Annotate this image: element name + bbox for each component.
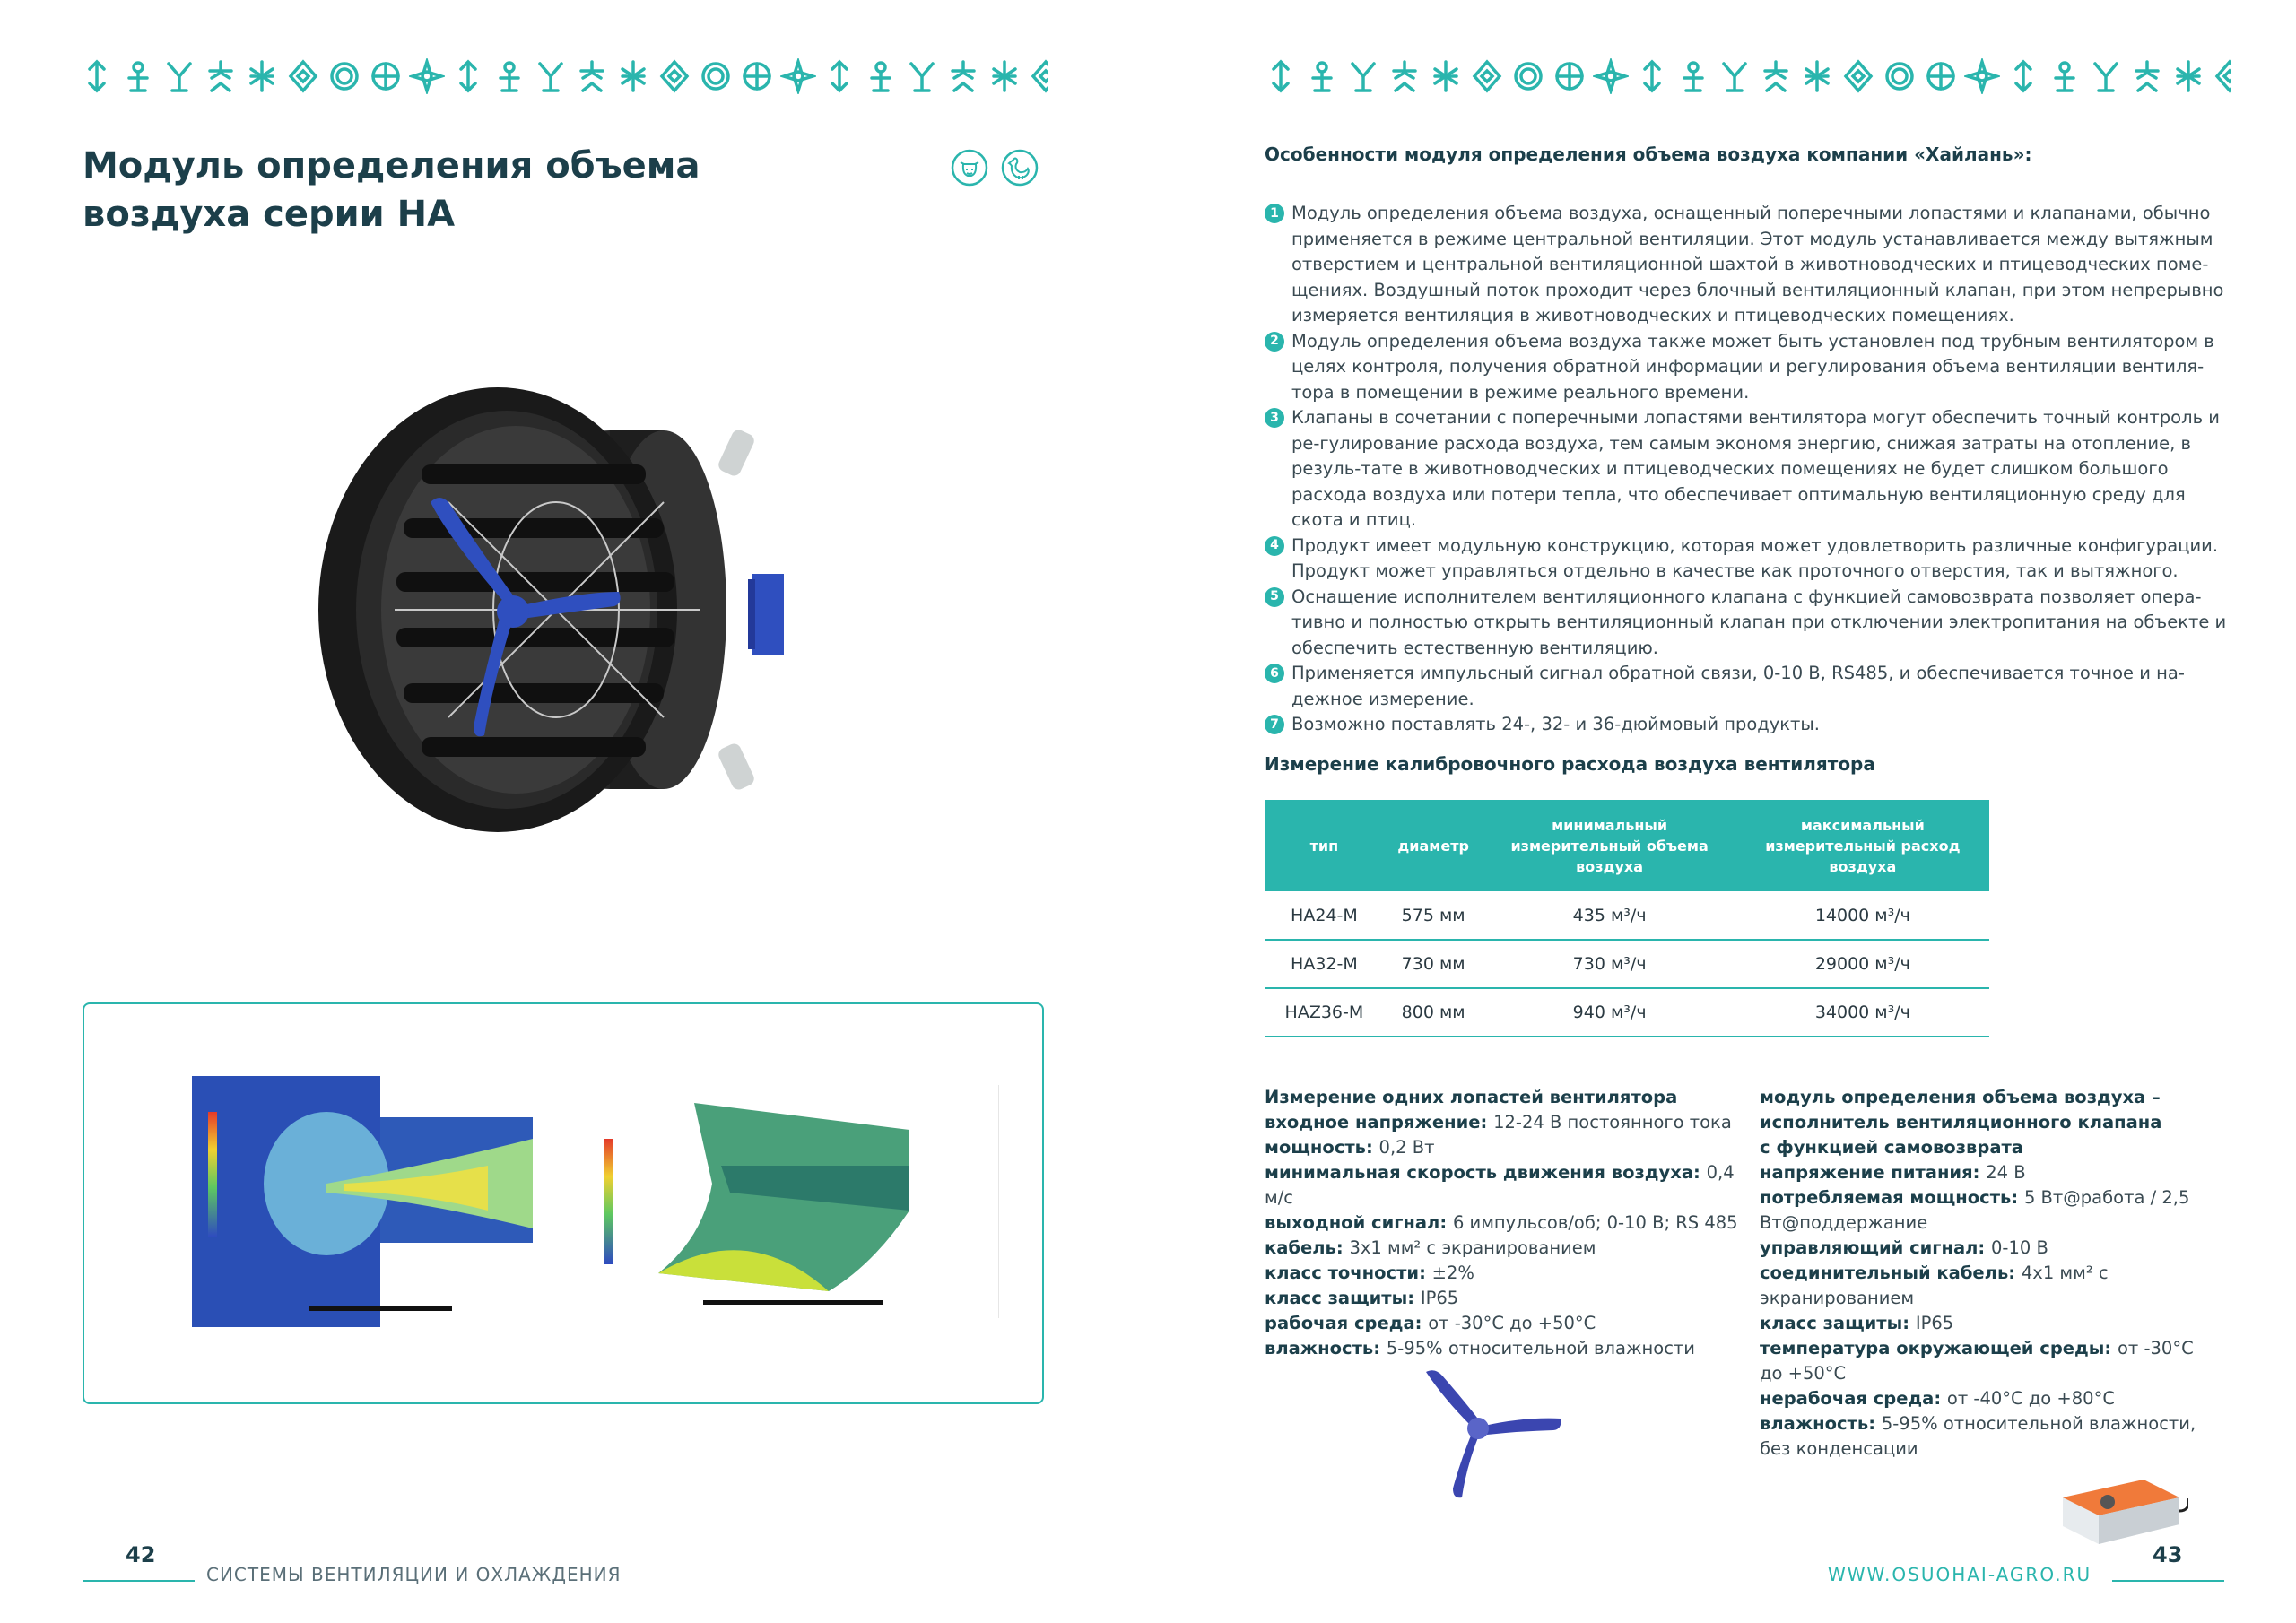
spec-value: от -40°С до +80°С	[1946, 1388, 2115, 1409]
table-row	[1265, 940, 1989, 988]
spec-line	[1760, 1386, 2208, 1411]
table-cell: 29000 м³/ч	[1736, 940, 1989, 988]
spec-value: 5 Вт@работа / 2,5 Вт@поддержание	[1760, 1187, 2190, 1233]
cfd-simulation-panel	[83, 1002, 1044, 1404]
spec-label: входное напряжение:	[1265, 1112, 1494, 1133]
spec-value: 24 В	[1986, 1162, 2026, 1183]
spec-value: IP65	[1420, 1288, 1459, 1308]
spec-label: класс защиты:	[1760, 1313, 1916, 1333]
spec-label: напряжение питания:	[1760, 1162, 1987, 1183]
actuator-spec-title-line3: с функцией самовозврата	[1760, 1137, 2023, 1158]
footer-divider	[83, 1580, 195, 1582]
ornament-border-left	[79, 54, 1048, 99]
ornament-glyph-icon	[1675, 58, 1711, 94]
ornament-glyph-icon	[1964, 58, 2000, 94]
cfd-velocity-plot	[192, 1076, 569, 1345]
spec-label: рабочая среда:	[1265, 1313, 1429, 1333]
feature-text: Оснащение исполнителем вентиляционного клапана с функцией самовозврата позволяет опера-тивно и полностью открыть вентиляционный клапан при отключении электропитания на объекте и обеспечить естественную вентиляцию.	[1292, 586, 2227, 658]
feature-number-badge: 6	[1265, 664, 1284, 683]
ornament-glyph-icon	[739, 58, 775, 94]
footer-url[interactable]: WWW.OSUOHAI-AGRO.RU	[1828, 1564, 2092, 1585]
calibration-table	[1265, 800, 1989, 1037]
table-title: Измерение калибровочного расхода воздуха вентилятора	[1265, 753, 1875, 775]
ornament-glyph-icon	[2088, 58, 2124, 94]
footer-section-title: СИСТЕМЫ ВЕНТИЛЯЦИИ И ОХЛАЖДЕНИЯ	[206, 1564, 622, 1585]
spec-label: класс точности:	[1265, 1263, 1432, 1283]
ornament-glyph-icon	[987, 58, 1022, 94]
ornament-glyph-icon	[1028, 58, 1048, 94]
animal-icons	[951, 149, 1039, 187]
feature-text: Возможно поставлять 24-, 32- и 36-дюймовый продукты.	[1292, 714, 1821, 734]
ornament-glyph-icon	[244, 58, 280, 94]
ornament-border-right	[1263, 54, 2231, 99]
ornament-glyph-icon	[2170, 58, 2206, 94]
chicken-icon	[1001, 149, 1039, 187]
ornament-glyph-icon	[904, 58, 940, 94]
ornament-glyph-icon	[491, 58, 527, 94]
feature-text: Продукт имеет модульную конструкцию, которая может удовлетворить различные конфигурации. Продукт может управляться отдельно в качестве как проточного отверстия, так и вытяжного.	[1292, 534, 2219, 581]
table-row	[1265, 988, 1989, 1037]
spec-label: соединительный кабель:	[1760, 1263, 2022, 1283]
spec-label: нерабочая среда:	[1760, 1388, 1947, 1409]
spec-line	[1265, 1286, 1749, 1311]
feature-number-badge: 7	[1265, 715, 1284, 734]
blades-spec-block	[1265, 1085, 1749, 1361]
table-cell: HAZ36-M	[1265, 988, 1384, 1037]
table-cell: 940 м³/ч	[1483, 988, 1735, 1037]
spec-line	[1760, 1185, 2208, 1236]
ornament-glyph-icon	[161, 58, 197, 94]
spec-value: 12-24 В постоянного тока	[1493, 1112, 1732, 1133]
actuator-image	[2054, 1462, 2188, 1551]
ornament-glyph-icon	[2005, 58, 2041, 94]
ornament-glyph-icon	[1510, 58, 1546, 94]
spec-label: температура окружающей среды:	[1760, 1338, 2118, 1358]
ornament-glyph-icon	[1593, 58, 1629, 94]
actuator-spec-title-line1: модуль определения объема воздуха –	[1760, 1087, 2161, 1107]
ornament-glyph-icon	[822, 58, 857, 94]
ornament-glyph-icon	[698, 58, 734, 94]
spec-value: 5-95% относительной влажности, без конденсации	[1760, 1413, 2196, 1459]
spec-label: влажность:	[1265, 1338, 1387, 1358]
feature-item	[1265, 329, 2233, 406]
feature-number-badge: 2	[1265, 332, 1284, 352]
spec-line	[1265, 1110, 1749, 1135]
ornament-glyph-icon	[1758, 58, 1794, 94]
page-title: Модуль определения объема воздуха серии НА	[83, 145, 700, 235]
ornament-glyph-icon	[1304, 58, 1340, 94]
ornament-glyph-icon	[1717, 58, 1752, 94]
actuator-spec-title-line2: исполнитель вентиляционного клапана	[1760, 1112, 2162, 1133]
spec-line	[1265, 1261, 1749, 1286]
table-cell: 730 м³/ч	[1483, 940, 1735, 988]
spec-line	[1760, 1261, 2208, 1311]
spec-value: 0,2 Вт	[1378, 1137, 1435, 1158]
footer-divider-right	[2112, 1580, 2224, 1582]
table-header-cell: диаметр	[1384, 800, 1483, 891]
feature-item	[1265, 405, 2233, 534]
ornament-glyph-icon	[533, 58, 569, 94]
cow-icon	[951, 149, 988, 187]
page-number-right: 43	[2152, 1542, 2183, 1567]
ornament-glyph-icon	[409, 58, 445, 94]
spec-value: 6 импульсов/об; 0-10 В; RS 485	[1452, 1212, 1738, 1233]
ornament-glyph-icon	[2047, 58, 2083, 94]
ornament-glyph-icon	[863, 58, 899, 94]
spec-label: выходной сигнал:	[1265, 1212, 1453, 1233]
spec-line	[1265, 1336, 1749, 1361]
spec-value: 4x1 мм² с экранированием	[1760, 1263, 2109, 1308]
spec-value: IP65	[1915, 1313, 1954, 1333]
spec-line	[1760, 1411, 2208, 1462]
table-cell: 575 мм	[1384, 891, 1483, 940]
ornament-glyph-icon	[368, 58, 404, 94]
actuator-spec-block	[1760, 1085, 2208, 1462]
table-cell: 34000 м³/ч	[1736, 988, 1989, 1037]
ornament-glyph-icon	[326, 58, 362, 94]
spec-line	[1265, 1135, 1749, 1160]
spec-line	[1265, 1311, 1749, 1336]
feature-text: Клапаны в сочетании с поперечными лопастями вентилятора могут обеспечить точный контроль и ре-гулирование расхода воздуха, тем самым экономя энергию, снижая затраты на отопление, в резуль-тате в животноводческих и птицеводческих помещениях не будет слишком большого расхода воздуха или потери тепла, что обеспечивает оптимальную вентиляционную среду для скота и птиц.	[1292, 407, 2220, 530]
feature-item	[1265, 534, 2233, 585]
spec-value: 0-10 В	[1991, 1237, 2048, 1258]
ornament-glyph-icon	[450, 58, 486, 94]
ornament-glyph-icon	[1799, 58, 1835, 94]
spec-line	[1760, 1236, 2208, 1261]
feature-item	[1265, 712, 2233, 738]
feature-text: Модуль определения объема воздуха также может быть установлен под трубным вентилятором в целях контроля, получения обратной информации и регулирования объема вентиляции вентиля-тора в помещении в режиме реального времени.	[1292, 330, 2214, 403]
ornament-glyph-icon	[780, 58, 816, 94]
feature-item	[1265, 585, 2233, 662]
features-list	[1265, 201, 2233, 738]
ornament-glyph-icon	[1552, 58, 1587, 94]
feature-text: Модуль определения объема воздуха, оснащенный поперечными лопастями и клапанами, обычно применяется в режиме центральной вентиляции. Этот модуль устанавливается между вытяжным отверстием и центральной вентиляционной шахтой в животноводческих и птицеводческих поме-щениях. Воздушный поток проходит через блочный вентиляционный клапан, при этом непрерывно измеряется вентиляция в животноводческих и птицеводческих помещениях.	[1292, 203, 2224, 325]
table-header-cell: минимальный измерительный объема воздуха	[1483, 800, 1735, 891]
spec-label: кабель:	[1265, 1237, 1350, 1258]
spec-value: ±2%	[1431, 1263, 1474, 1283]
table-cell: 14000 м³/ч	[1736, 891, 1989, 940]
spec-value: от -30°С до +50°С	[1428, 1313, 1596, 1333]
spec-line	[1760, 1336, 2208, 1386]
feature-number-badge: 4	[1265, 536, 1284, 556]
ornament-glyph-icon	[1387, 58, 1422, 94]
ornament-glyph-icon	[945, 58, 981, 94]
spec-label: потребляемая мощность:	[1760, 1187, 2024, 1208]
features-title: Особенности модуля определения объема воздуха компании «Хайлань»:	[1265, 143, 2032, 165]
page-number: 42	[126, 1542, 156, 1567]
table-header-cell: максимальный измерительный расход воздуха	[1736, 800, 1989, 891]
feature-number-badge: 5	[1265, 587, 1284, 607]
spec-label: класс защиты:	[1265, 1288, 1421, 1308]
feature-item	[1265, 201, 2233, 329]
table-cell: 800 мм	[1384, 988, 1483, 1037]
ornament-glyph-icon	[2212, 58, 2231, 94]
table-header-row	[1265, 800, 1989, 891]
spec-line	[1760, 1160, 2208, 1185]
table-cell: 435 м³/ч	[1483, 891, 1735, 940]
spec-label: управляющий сигнал:	[1760, 1237, 1991, 1258]
ornament-glyph-icon	[615, 58, 651, 94]
air-volume-module-image	[314, 368, 834, 879]
ornament-glyph-icon	[203, 58, 239, 94]
feature-number-badge: 1	[1265, 204, 1284, 223]
spec-value: 3x1 мм² с экранированием	[1349, 1237, 1596, 1258]
spec-value: 5-95% относительной влажности	[1386, 1338, 1695, 1358]
ornament-glyph-icon	[1840, 58, 1876, 94]
ornament-glyph-icon	[574, 58, 610, 94]
ornament-glyph-icon	[1428, 58, 1464, 94]
spec-value: 0,4 м/с	[1265, 1162, 1735, 1208]
blades-spec-title: Измерение одних лопастей вентилятора	[1265, 1087, 1678, 1107]
ornament-glyph-icon	[657, 58, 692, 94]
ornament-glyph-icon	[1469, 58, 1505, 94]
ornament-glyph-icon	[1263, 58, 1299, 94]
spec-line	[1760, 1311, 2208, 1336]
table-header-cell: тип	[1265, 800, 1384, 891]
ornament-glyph-icon	[79, 58, 115, 94]
feature-item	[1265, 661, 2233, 712]
ornament-glyph-icon	[2129, 58, 2165, 94]
spec-line	[1265, 1211, 1749, 1236]
table-cell: HA24-M	[1265, 891, 1384, 940]
table-cell: 730 мм	[1384, 940, 1483, 988]
spec-label: мощность:	[1265, 1137, 1379, 1158]
feature-number-badge: 3	[1265, 408, 1284, 428]
spec-label: влажность:	[1760, 1413, 1882, 1434]
spec-label: минимальная скорость движения воздуха:	[1265, 1162, 1707, 1183]
ornament-glyph-icon	[1345, 58, 1381, 94]
ornament-glyph-icon	[1923, 58, 1959, 94]
ornament-glyph-icon	[1634, 58, 1670, 94]
feature-text: Применяется импульсный сигнал обратной связи, 0-10 В, RS485, и обеспечивается точное и на-дежное измерение.	[1292, 663, 2185, 709]
table-row	[1265, 891, 1989, 940]
cfd-deformation-plot	[604, 1085, 999, 1318]
ornament-glyph-icon	[120, 58, 156, 94]
fan-blade-image	[1417, 1363, 1578, 1506]
table-cell: HA32-M	[1265, 940, 1384, 988]
spec-value: от -30°С до +50°С	[1760, 1338, 2194, 1384]
ornament-glyph-icon	[1882, 58, 1918, 94]
spec-line	[1265, 1236, 1749, 1261]
table-body	[1265, 891, 1989, 1037]
spec-line	[1265, 1160, 1749, 1211]
ornament-glyph-icon	[285, 58, 321, 94]
